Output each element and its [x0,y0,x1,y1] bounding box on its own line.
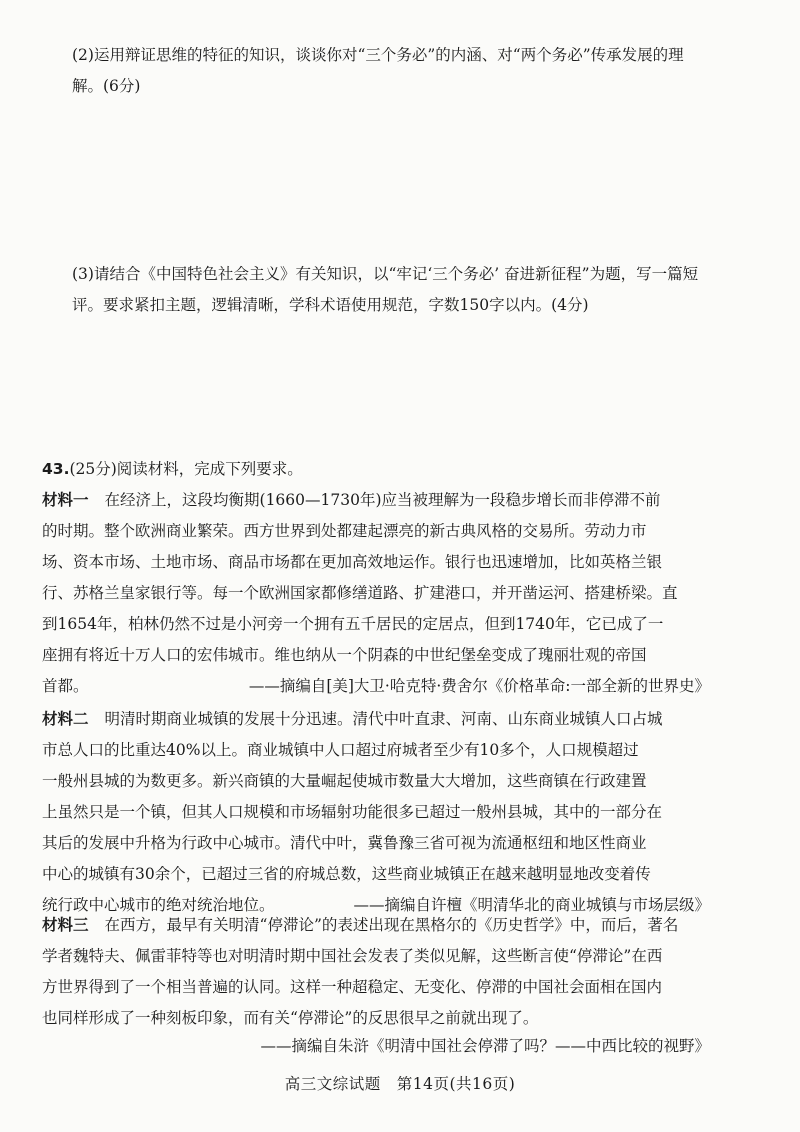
q43-number: 43. [42,460,70,478]
material-3-label: 材料三 [42,916,89,934]
m1-line-3: 场、资本市场、土地市场、商品市场都在更加高效地运作。银行也迅速增加，比如英格兰银 [42,553,663,571]
question-3 [72,259,722,321]
m3-line-4: 也同样形成了一种刻板印象，而有关“停滞论”的反思很早之前就出现了。 [42,1009,539,1027]
q2-line-1: (2)运用辩证思维的特征的知识，谈谈你对“三个务必”的内涵、对“两个务必”传承发展的理 [72,46,684,64]
material-2-source: ——摘编自许檀《明清华北的商业城镇与市场层级》 [353,896,710,914]
q3-line-2: 评。要求紧扣主题，逻辑清晰，学科术语使用规范，字数150字以内。(4分) [72,296,589,314]
material-1 [42,485,722,702]
m2-line-5: 其后的发展中升格为行政中心城市。清代中叶，冀鲁豫三省可视为流通枢纽和地区性商业 [42,834,647,852]
material-3 [42,910,722,1034]
m2-line-4: 上虽然只是一个镇，但其人口规模和市场辐射功能很多已超过一般州县城，其中的一部分在 [42,803,663,821]
m1-line-4: 行、苏格兰皇家银行等。每一个欧洲国家都修缮道路、扩建港口，并开凿运河、搭建桥梁。直 [42,584,678,602]
m1-line-2: 的时期。整个欧洲商业繁荣。西方世界到处都建起漂亮的新古典风格的交易所。劳动力市 [42,522,647,540]
m1-line-6: 座拥有将近十万人口的宏伟城市。维也纳从一个阴森的中世纪堡垒变成了瑰丽壮观的帝国 [42,646,647,664]
q3-line-1: (3)请结合《中国特色社会主义》有关知识，以“牢记‘三个务必’ 奋进新征程”为题，写一篇短 [72,265,699,283]
material-1-source: ——摘编自[美]大卫·哈克特·费舍尔《价格革命:一部全新的世界史》 [248,677,710,695]
m1-line-5: 到1654年，柏林仍然不过是小河旁一个拥有五千居民的定居点，但到1740年，它已成了一 [42,615,664,633]
material-2 [42,704,722,921]
material-2-label: 材料二 [42,710,89,728]
m1-line-7: 首都。 [42,677,89,695]
question-43-header [42,454,722,485]
q2-line-2: 解。(6分) [72,77,141,95]
question-2 [72,40,722,102]
m2-line-7: 统行政中心城市的绝对统治地位。 [42,896,275,914]
material-3-source: ——摘编自朱浒《明清中国社会停滞了吗？——中西比较的视野》 [260,1037,710,1055]
m3-line-1: 在西方，最早有关明清“停滞论”的表述出现在黑格尔的《历史哲学》中，而后，著名 [104,916,679,934]
page-footer: 高三文综试题 第14页(共16页) [284,1075,516,1093]
m2-line-2: 市总人口的比重达40%以上。商业城镇中人口超过府城者至少有10多个，人口规模超过 [42,741,639,759]
m2-line-3: 一般州县城的为数更多。新兴商镇的大量崛起使城市数量大大增加，这些商镇在行政建置 [42,772,647,790]
m3-line-3: 方世界得到了一个相当普遍的认同。这样一种超稳定、无变化、停滞的中国社会面相在国内 [42,978,663,996]
material-1-label: 材料一 [42,491,89,509]
m2-line-6: 中心的城镇有30余个，已超过三省的府城总数，这些商业城镇正在越来越明显地改变着传 [42,865,651,883]
m3-line-2: 学者魏特夫、佩雷菲特等也对明清时期中国社会发表了类似见解，这些断言使“停滞论”在西 [42,947,663,965]
m2-line-1: 明清时期商业城镇的发展十分迅速。清代中叶直隶、河南、山东商业城镇人口占城 [104,710,663,728]
m1-line-1: 在经济上，这段均衡期(1660—1730年)应当被理解为一段稳步增长而非停滞不前 [104,491,661,509]
q43-instruction: (25分)阅读材料，完成下列要求。 [69,460,303,478]
